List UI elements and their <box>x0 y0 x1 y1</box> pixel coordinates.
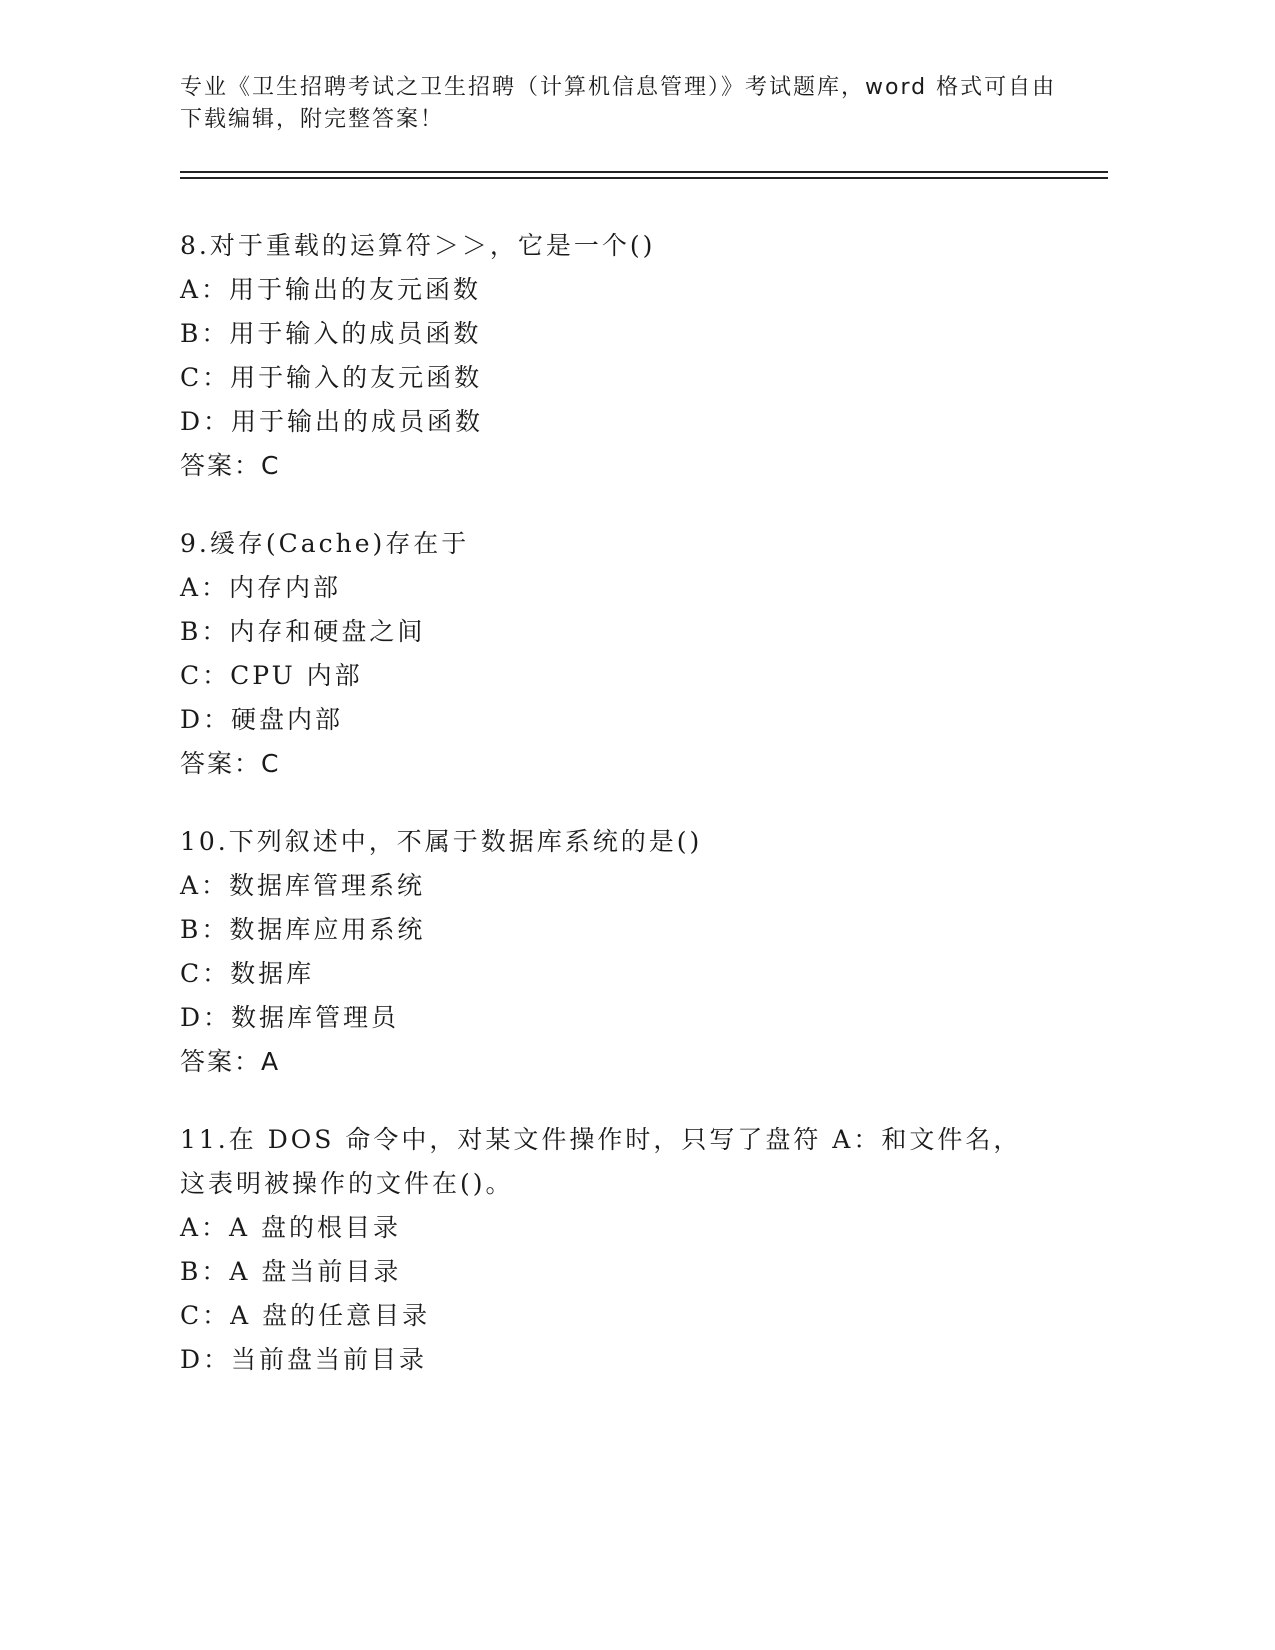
header-rule-bottom <box>180 177 1108 179</box>
question-8 <box>180 224 1080 488</box>
header-rule-top <box>180 171 1108 173</box>
option-b: B：A 盘当前目录 <box>180 1257 402 1286</box>
answer-line: 答案：C <box>180 749 281 778</box>
question-stem: 8.对于重载的运算符＞＞，它是一个() <box>180 231 656 260</box>
question-11 <box>180 1118 1080 1382</box>
question-stem: 9.缓存(Cache)存在于 <box>180 529 470 558</box>
option-b: B：内存和硬盘之间 <box>180 617 426 646</box>
question-stem: 11.在 DOS 命令中，对某文件操作时，只写了盘符 A：和文件名，这表明被操作的文件在()。 <box>180 1125 1022 1198</box>
option-c: C：A 盘的任意目录 <box>180 1301 431 1330</box>
answer-line: 答案：C <box>180 451 281 480</box>
question-stem: 10.下列叙述中，不属于数据库系统的是() <box>180 827 703 856</box>
option-d: D：数据库管理员 <box>180 1003 400 1032</box>
option-a: A：内存内部 <box>180 573 342 602</box>
question-list <box>180 224 1080 1416</box>
option-c: C：CPU 内部 <box>180 661 363 690</box>
option-d: D：硬盘内部 <box>180 705 344 734</box>
answer-line: 答案：A <box>180 1047 281 1076</box>
option-c: C：数据库 <box>180 959 315 988</box>
question-10 <box>180 820 1080 1084</box>
document-intro: 专业《卫生招聘考试之卫生招聘（计算机信息管理）》考试题库，word 格式可自由下载编辑，附完整答案！ <box>180 75 1057 132</box>
option-b: B：数据库应用系统 <box>180 915 426 944</box>
option-a: A：A 盘的根目录 <box>180 1213 402 1242</box>
option-a: A：用于输出的友元函数 <box>180 275 482 304</box>
question-9 <box>180 522 1080 786</box>
option-d: D：用于输出的成员函数 <box>180 407 484 436</box>
option-c: C：用于输入的友元函数 <box>180 363 483 392</box>
option-d: D：当前盘当前目录 <box>180 1345 428 1374</box>
option-a: A：数据库管理系统 <box>180 871 426 900</box>
option-b: B：用于输入的成员函数 <box>180 319 482 348</box>
